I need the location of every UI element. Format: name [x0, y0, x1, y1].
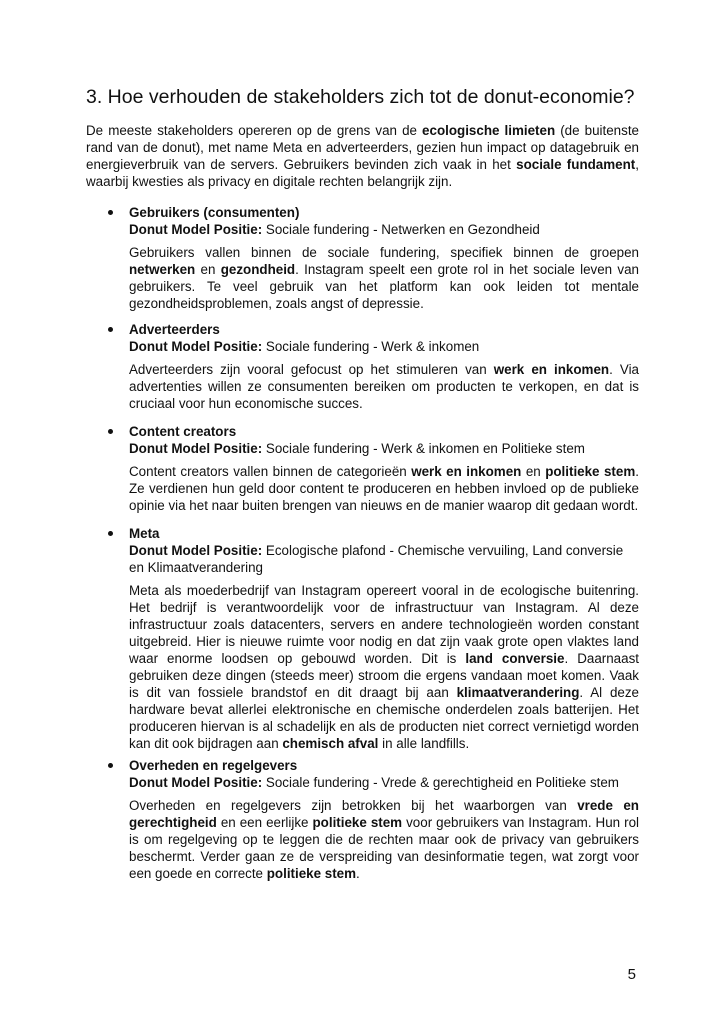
position-label: Donut Model Positie: [129, 222, 263, 237]
bullet-icon [108, 429, 113, 434]
stakeholder-description: Gebruikers vallen binnen de sociale fundering, specifiek binnen de groepen netwerken en gezondheid. Instagram speelt een grote rol in het sociale leven van gebruikers. Te veel gebruik van het platform kan ook leiden tot mentale gezondheidsproblemen, zoals angst of depressie. [129, 245, 639, 311]
emphasized-term: vrede en gerechtigheid [129, 798, 639, 830]
donut-position [129, 221, 639, 238]
bullet-icon [108, 763, 113, 768]
section-heading: 3. Hoe verhouden de stakeholders zich tot de donut-economie? [86, 86, 635, 108]
position-value: Ecologische plafond - Chemische vervuiling, Land conversie en Klimaatverandering [129, 543, 624, 575]
emphasized-term: werk en inkomen [493, 362, 610, 377]
emphasized-term: chemisch afval [282, 736, 379, 751]
stakeholder-title: Overheden en regelgevers [129, 758, 298, 773]
emphasized-term: politieke stem [545, 464, 636, 479]
emphasized-term: gezondheid [220, 262, 296, 277]
position-label: Donut Model Positie: [129, 775, 263, 790]
position-label: Donut Model Positie: [129, 441, 263, 456]
stakeholder-title: Adverteerders [129, 322, 220, 337]
page-number: 5 [627, 966, 636, 983]
donut-position [129, 542, 639, 576]
stakeholder-description: Adverteerders zijn vooral gefocust op het stimuleren van werk en inkomen. Via advertenties willen ze consumenten bereiken om producten te verkopen, en dat is cruciaal voor hun economische succes. [129, 362, 639, 411]
stakeholder-title: Meta [129, 526, 160, 541]
bullet-icon [108, 531, 113, 536]
bullet-icon [108, 327, 113, 332]
position-label: Donut Model Positie: [129, 543, 263, 558]
intro-paragraph: De meeste stakeholders opereren op de grens van de ecologische limieten (de buitenste rand van de donut), met name Meta en adverteerders, gezien hun impact op datagebruik en energieverbruik van de servers. Gebruikers bevinden zich vaak in het sociale fundament, waarbij kwesties als privacy en digitale rechten belangrijk zijn. [86, 123, 639, 189]
position-value: Sociale fundering - Netwerken en Gezondheid [265, 222, 540, 237]
stakeholder-description: Meta als moederbedrijf van Instagram opereert vooral in de ecologische buitenring. Het bedrijf is verantwoordelijk voor de infrastructuur van Instagram. Al deze infrastructuur zoals datacenters, servers en andere technologieën worden constant uitgebreid. Hier is nieuwe ruimte voor nodig en dat zijn vaak grote open vlaktes land waar enorme loodsen op gebouwd worden. Dit is land conversie. Daarnaast gebruiken deze dingen (steeds meer) stroom die ergens vandaan moet komen. Vaak is dit van fossiele brandstof en dit draagt bij aan klimaatverandering. Al deze hardware bevat allerlei elektronische en chemische onderdelen zoals batterijen. Het produceren hiervan is al schadelijk en als de producten niet correct vernietigd worden kan dit ook bijdragen aan chemisch afval in alle landfills. [129, 583, 639, 751]
emphasized-term: sociale fundament [516, 157, 636, 172]
stakeholder-description: Overheden en regelgevers zijn betrokken bij het waarborgen van vrede en gerechtigheid en een eerlijke politieke stem voor gebruikers van Instagram. Hun rol is om regelgeving op te leggen die de rechten maar ook de privacy van gebruikers beschermt. Verder gaan ze de verspreiding van desinformatie tegen, wat zorgt voor een goede en correcte politieke stem. [129, 798, 639, 881]
position-label: Donut Model Positie: [129, 339, 263, 354]
bullet-icon [108, 210, 113, 215]
stakeholder-title: Content creators [129, 424, 237, 439]
position-value: Sociale fundering - Vrede & gerechtigheid en Politieke stem [265, 775, 619, 790]
emphasized-term: politieke stem [266, 866, 357, 881]
stakeholder-title: Gebruikers (consumenten) [129, 205, 300, 220]
position-value: Sociale fundering - Werk & inkomen en Politieke stem [265, 441, 585, 456]
emphasized-term: klimaatverandering [456, 685, 580, 700]
emphasized-term: ecologische limieten [422, 123, 556, 138]
emphasized-term: land conversie [465, 651, 565, 666]
emphasized-term: werk en inkomen [411, 464, 522, 479]
donut-position [129, 338, 639, 355]
stakeholder-description: Content creators vallen binnen de categorieën werk en inkomen en politieke stem. Ze verdienen hun geld door content te produceren en hebben invloed op de publieke opinie via het naar buiten brengen van nieuws en de manier waarop dit gedaan wordt. [129, 464, 639, 513]
donut-position [129, 440, 639, 457]
emphasized-term: netwerken [129, 262, 196, 277]
emphasized-term: politieke stem [312, 815, 403, 830]
position-value: Sociale fundering - Werk & inkomen [265, 339, 480, 354]
donut-position [129, 774, 639, 791]
